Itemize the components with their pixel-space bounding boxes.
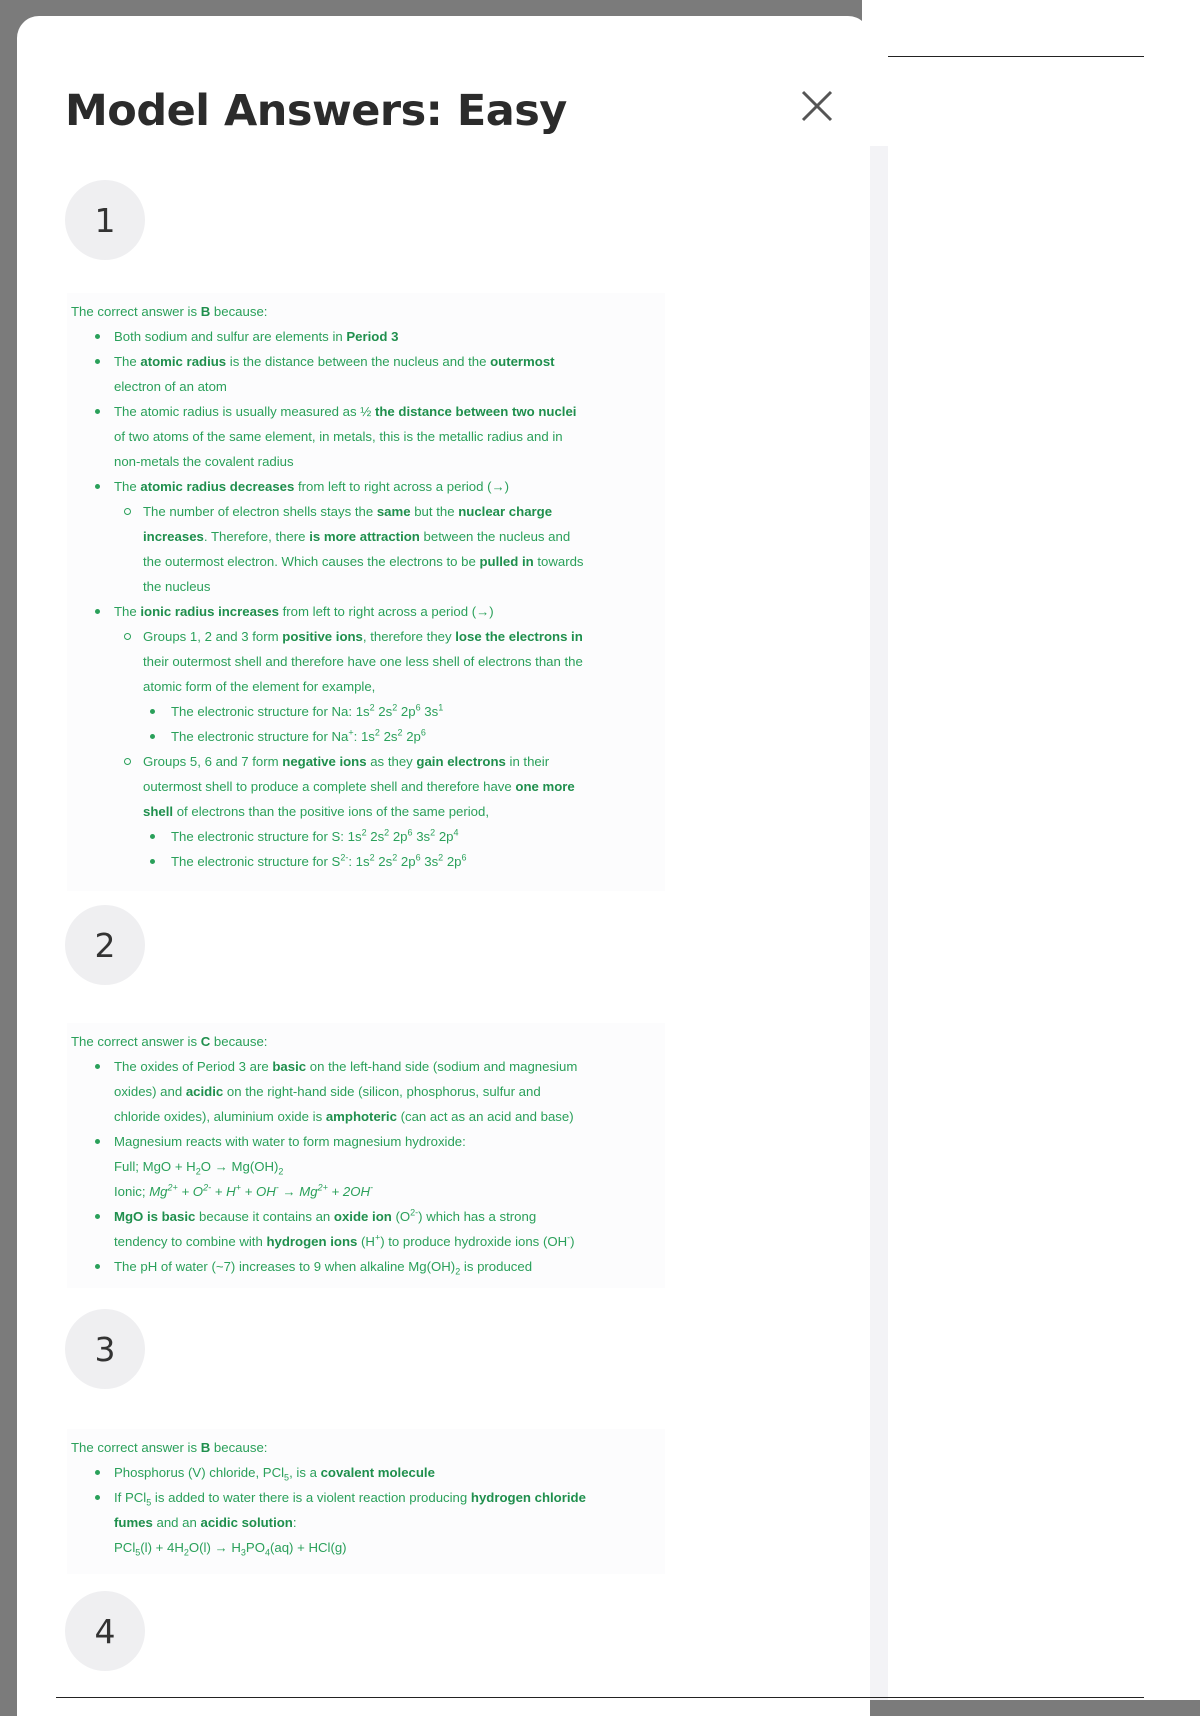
list-item: The electronic structure for $S^{2-}$: $1s^2$ $2s^2$ $2p^6$ $3s^2$ $2p^6$ (114, 849, 661, 874)
answer-panel-3 (67, 1429, 665, 1574)
list-item: If PCl$_5$ is added to water there is a violent reaction producing hydrogen chloride fumes and an acidic solution: $PCl_5(l) + 4H_2O(l) \to H_3PO_4(aq) + HCl(g)$ (71, 1485, 661, 1560)
background-panel (862, 0, 1200, 1700)
question-number-badge[interactable]: 4 (65, 1591, 145, 1671)
list-item: MgO is basic because it contains an oxide ion $(O^{2-})$ which has a strong tendency to combine with hydrogen ions (H+) to produce hydroxide ions (OH-) (71, 1204, 661, 1254)
close-icon (787, 76, 847, 136)
list-item: Groups 1, 2 and 3 form positive ions, therefore they lose the electrons in their outermost shell and therefore have one less shell of electrons than the atomic form of the element for example, The electronic structure for Na: $1s^2$ $2s^2$ $2p^6$ $3s^1$ The electronic structure for Na+: $1s^2$ $2s^2$ $2p^6$ (114, 624, 661, 749)
list-item: The pH of water (~7) increases to 9 when alkaline $Mg(OH)_2$ is produced (71, 1254, 661, 1279)
divider (888, 56, 1144, 57)
answer-intro: The correct answer is C because: (71, 1034, 268, 1049)
list-item: The number of electron shells stays the same but the nuclear charge increases. Therefore, there is more attraction between the nucleus and the outermost electron. Which causes the electrons to be pulled in towards the nucleus (114, 499, 661, 599)
divider (56, 1697, 1144, 1698)
list-item: The atomic radius is the distance between the nucleus and the outermost electron of an atom (71, 349, 661, 399)
list-item: The ionic radius increases from left to right across a period (→) Groups 1, 2 and 3 form positive ions, therefore they lose the electrons in their outermost shell and therefore have one less shell of electrons than the atomic form of the element for example, The electronic structure for Na: $1s^2$ $2s^2$ $2p^6$ $3s^1$ The electronic structure for Na+: $1s^2$ $2s^2$ $2p^6$ Groups 5, 6 and 7 form negative ions as they gain electrons in their outermost shell to produce a complete shell and therefore have one more shell of electrons than the positive ions of the same period, The electronic structure for S: $1s^2$ $2s^2$ $2p^6$ $3s^2$ $2p^4$ The electronic structure for $S^{2-}$: $1s^2$ $2s^2$ $2p^6$ $3s^2$ $2p^6$ (71, 599, 661, 874)
list-item: The atomic radius is usually measured as ½ the distance between two nuclei of two atoms of the same element, in metals, this is the metallic radius and in non-metals the covalent radius (71, 399, 661, 474)
list-item: The electronic structure for S: $1s^2$ $2s^2$ $2p^6$ $3s^2$ $2p^4$ (114, 824, 661, 849)
list-item: The oxides of Period 3 are basic on the left-hand side (sodium and magnesium oxides) and acidic on the right-hand side (silicon, phosphorus, sulfur and chloride oxides), aluminium oxide is amphoteric (can act as an acid and base) (71, 1054, 661, 1129)
list-item: The atomic radius decreases from left to right across a period (→) The number of electron shells stays the same but the nuclear charge increases. Therefore, there is more attraction between the nucleus and the outermost electron. Which causes the electrons to be pulled in towards the nucleus (71, 474, 661, 599)
list-item: The electronic structure for Na: $1s^2$ $2s^2$ $2p^6$ $3s^1$ (114, 699, 661, 724)
modal-title: Model Answers: Easy (65, 86, 567, 136)
answer-intro: The correct answer is B because: (71, 1440, 268, 1455)
list-item: Both sodium and sulfur are elements in Period 3 (71, 324, 661, 349)
scroll-track[interactable] (870, 146, 888, 1700)
list-item: Magnesium reacts with water to form magnesium hydroxide: Full; MgO + $H_2O \to Mg(OH)_2$ Ionic; $Mg^{2+} + O^{2-} + H^+ + OH^- \to Mg^{2+} + 2OH^-$ (71, 1129, 661, 1204)
list-item: The electronic structure for Na+: $1s^2$ $2s^2$ $2p^6$ (114, 724, 661, 749)
answer-panel-2 (67, 1023, 665, 1288)
list-item: Phosphorus (V) chloride, PCl$_5$, is a covalent molecule (71, 1460, 661, 1485)
question-number-badge[interactable]: 3 (65, 1309, 145, 1389)
question-number-badge[interactable]: 1 (65, 180, 145, 260)
answer-panel-1 (67, 293, 665, 891)
model-answers-modal (17, 16, 870, 1716)
list-item: Groups 5, 6 and 7 form negative ions as they gain electrons in their outermost shell to produce a complete shell and therefore have one more shell of electrons than the positive ions of the same period, The electronic structure for S: $1s^2$ $2s^2$ $2p^6$ $3s^2$ $2p^4$ The electronic structure for $S^{2-}$: $1s^2$ $2s^2$ $2p^6$ $3s^2$ $2p^6$ (114, 749, 661, 874)
close-button[interactable] (787, 76, 847, 136)
answer-intro: The correct answer is B because: (71, 304, 268, 319)
question-number-badge[interactable]: 2 (65, 905, 145, 985)
